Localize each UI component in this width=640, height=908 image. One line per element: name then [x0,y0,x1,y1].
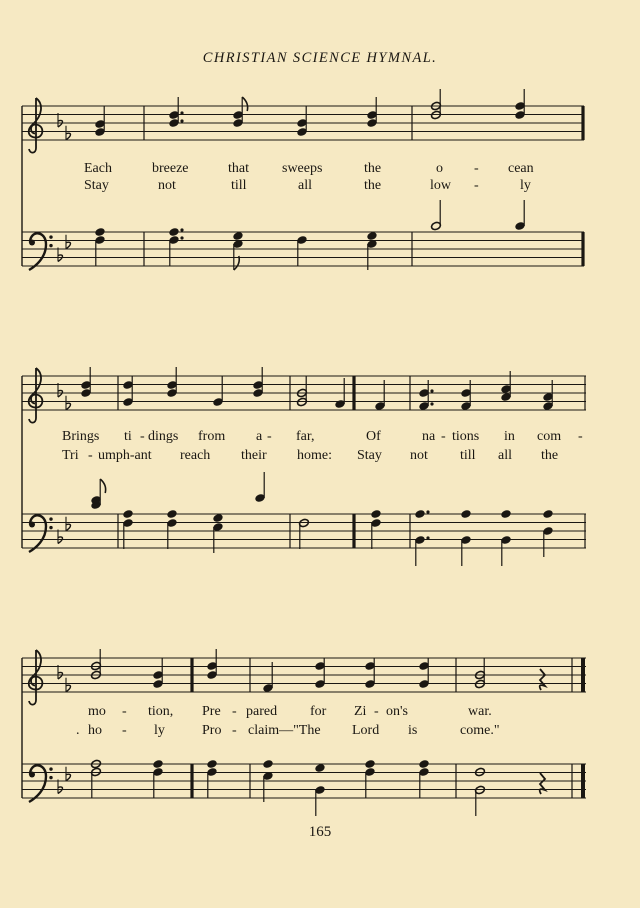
notehead [314,763,325,773]
lyric-syllable: pared [246,704,278,719]
flat-bowl [66,403,71,410]
lyric-syllable: - [474,161,479,176]
note-head [370,509,381,519]
flat-bowl [66,242,71,249]
note-head [90,767,101,798]
clef-stroke [29,765,46,802]
clef-dot [49,776,52,779]
note-head [212,376,223,407]
flat-bowl [58,787,63,794]
note-head [262,771,273,802]
lyric-syllable: not [410,448,428,463]
lyric-syllable: - [140,429,145,444]
lyric-syllable: - [374,704,379,719]
note-head [166,509,177,519]
lyric-syllable: - [578,429,583,444]
flat-bowl [58,390,63,397]
notehead [370,509,381,519]
flat-sign-icon [66,396,71,410]
treble-staff [22,658,586,692]
lyric-syllable: reach [180,448,211,463]
note-head [460,509,471,519]
note-head [364,759,375,769]
note-head [152,767,163,798]
lyric-syllable: com [537,429,562,444]
note-head [122,518,133,549]
flat-sign-icon [58,665,63,679]
clef-dot [29,522,35,528]
lyric-syllable: - [122,723,127,738]
page-number: 165 [308,824,332,840]
note-head [430,200,441,231]
lyric-syllable: that [228,161,249,176]
note-head [366,239,377,270]
lyric-syllable: the [364,161,382,176]
lyric-syllable: Of [366,429,381,444]
flat-sign-icon [58,780,63,794]
lyric-syllable: Stay [84,178,109,193]
lyric-syllable: on's [386,704,408,719]
note-head [168,235,183,266]
note-head [314,785,325,816]
flat-bowl [66,774,71,781]
lyric-syllable: tions [452,429,480,444]
lyric-syllable: their [241,448,267,463]
flat-sign-icon [58,248,63,262]
lyric-syllable: Stay [357,448,382,463]
notehead [262,759,273,769]
note-head [122,376,133,407]
note-head [418,767,429,798]
note-head [90,479,105,510]
note-head [166,518,177,549]
clef-dot [49,235,52,238]
flat-sign-icon [66,678,71,692]
augmentation-dot [180,119,183,122]
augmentation-dot [426,536,429,539]
note-head [366,231,377,241]
note-head [314,763,325,773]
lyric-syllable: na [422,429,436,444]
notehead [366,231,377,241]
lyric-syllable: all [298,178,312,193]
note-head [364,767,375,798]
lyric-syllable: in [504,429,515,444]
lyric-syllable: - [88,448,93,463]
lyric-syllable: Pre [202,704,221,719]
lyric-syllable: the [541,448,559,463]
clef-dot [49,517,52,520]
lyric-syllable: Pro [202,723,222,738]
notehead [206,759,217,769]
notehead [542,509,553,519]
quarter-rest-icon [540,669,545,690]
lyric-syllable: - [122,704,127,719]
bass-staff [22,764,586,798]
lyric-syllable: war. [468,704,492,719]
note-head [152,759,163,769]
lyric-syllable: . [76,723,80,738]
lyric-syllable: Brings [62,429,100,444]
flat-bowl [58,537,63,544]
lyric-syllable: home: [297,448,332,463]
flat-sign-icon [66,235,71,249]
lyric-syllable: is [408,723,418,738]
lyric-syllable: cean [508,161,534,176]
lyric-syllable: ly [520,178,531,193]
lyric-syllable: not [158,178,176,193]
note-head [262,759,273,769]
augmentation-dot [430,402,433,405]
lyric-syllable: ly [154,723,165,738]
quarter-rest-icon [540,773,545,794]
flat-sign-icon [58,530,63,544]
lyric-syllable: ti [124,429,132,444]
note-head [254,472,265,503]
running-head: CHRISTIAN SCIENCE HYMNAL. [202,50,438,66]
notehead [418,759,429,769]
clef-stroke [29,233,46,270]
lyric-syllable: - [441,429,446,444]
note-head [232,231,243,241]
bass-clef-icon [29,233,53,270]
flag [242,97,247,111]
note-head [514,200,525,231]
augmentation-dot [430,389,433,392]
notehead [500,509,511,519]
lyric-syllable: come." [460,723,500,738]
flat-sign-icon [58,113,63,127]
lyric-syllable: - [267,429,272,444]
augmentation-dot [180,228,183,231]
notehead [166,509,177,519]
lyric-syllable: claim—"The [248,723,321,738]
lyric-syllable: till [231,178,247,193]
note-head [232,239,243,270]
lyric-syllable: ho [88,723,102,738]
lyric-syllable: Lord [352,723,380,738]
flat-sign-icon [66,126,71,140]
lyric-syllable: - [474,178,479,193]
note-head [370,518,381,549]
flat-sign-icon [66,517,71,531]
note-head [418,759,429,769]
lyric-syllable: far, [296,429,315,444]
flag [234,256,239,270]
bass-clef-icon [29,765,53,802]
note-head [94,235,105,266]
flat-bowl [66,524,71,531]
notehead [414,509,425,519]
note-head [500,509,511,519]
lyric-syllable: mo [88,704,106,719]
flag [100,479,105,493]
clef-dot [49,526,52,529]
lyric-syllable: Each [84,161,112,176]
lyric-syllable: all [498,448,512,463]
lyric-syllable: - [232,704,237,719]
notehead [152,759,163,769]
clef-stroke [29,515,46,552]
flat-bowl [58,120,63,127]
notehead [94,227,105,237]
lyric-syllable: umph-ant [98,448,152,463]
note-head [206,767,217,798]
bass-clef-icon [29,515,53,552]
note-head [460,535,471,566]
clef-dot [49,767,52,770]
lyric-syllable: dings [148,429,179,444]
note-head [296,235,307,266]
notehead [212,513,223,523]
note-head [542,526,553,557]
note-head [500,535,511,566]
note-head [122,509,133,519]
notehead [232,231,243,241]
lyric-syllable: o [436,161,443,176]
lyric-syllable: for [310,704,327,719]
lyric-syllable: the [364,178,382,193]
lyric-syllable: low [430,178,451,193]
note-head [206,759,217,769]
clef-dot [29,240,35,246]
notehead [460,509,471,519]
notehead [364,759,375,769]
augmentation-dot [180,236,183,239]
flat-bowl [58,672,63,679]
notehead [168,227,179,237]
lyric-syllable: tion, [148,704,174,719]
flat-bowl [66,133,71,140]
note-head [94,227,105,237]
lyric-syllable: a [256,429,263,444]
lyric-syllable: breeze [152,161,189,176]
flat-sign-icon [58,383,63,397]
flat-bowl [66,685,71,692]
augmentation-dot [426,510,429,513]
flat-bowl [58,255,63,262]
lyric-syllable: Tri [62,448,79,463]
note-head [212,513,223,523]
clef-dot [29,772,35,778]
clef-dot [49,244,52,247]
lyric-syllable: from [198,429,226,444]
lyric-syllable: - [232,723,237,738]
note-head [542,509,553,519]
augmentation-dot [180,111,183,114]
lyric-syllable: Zi [354,704,367,719]
lyric-syllable: till [460,448,476,463]
flat-sign-icon [66,767,71,781]
notehead [122,509,133,519]
lyric-syllable: sweeps [282,161,323,176]
